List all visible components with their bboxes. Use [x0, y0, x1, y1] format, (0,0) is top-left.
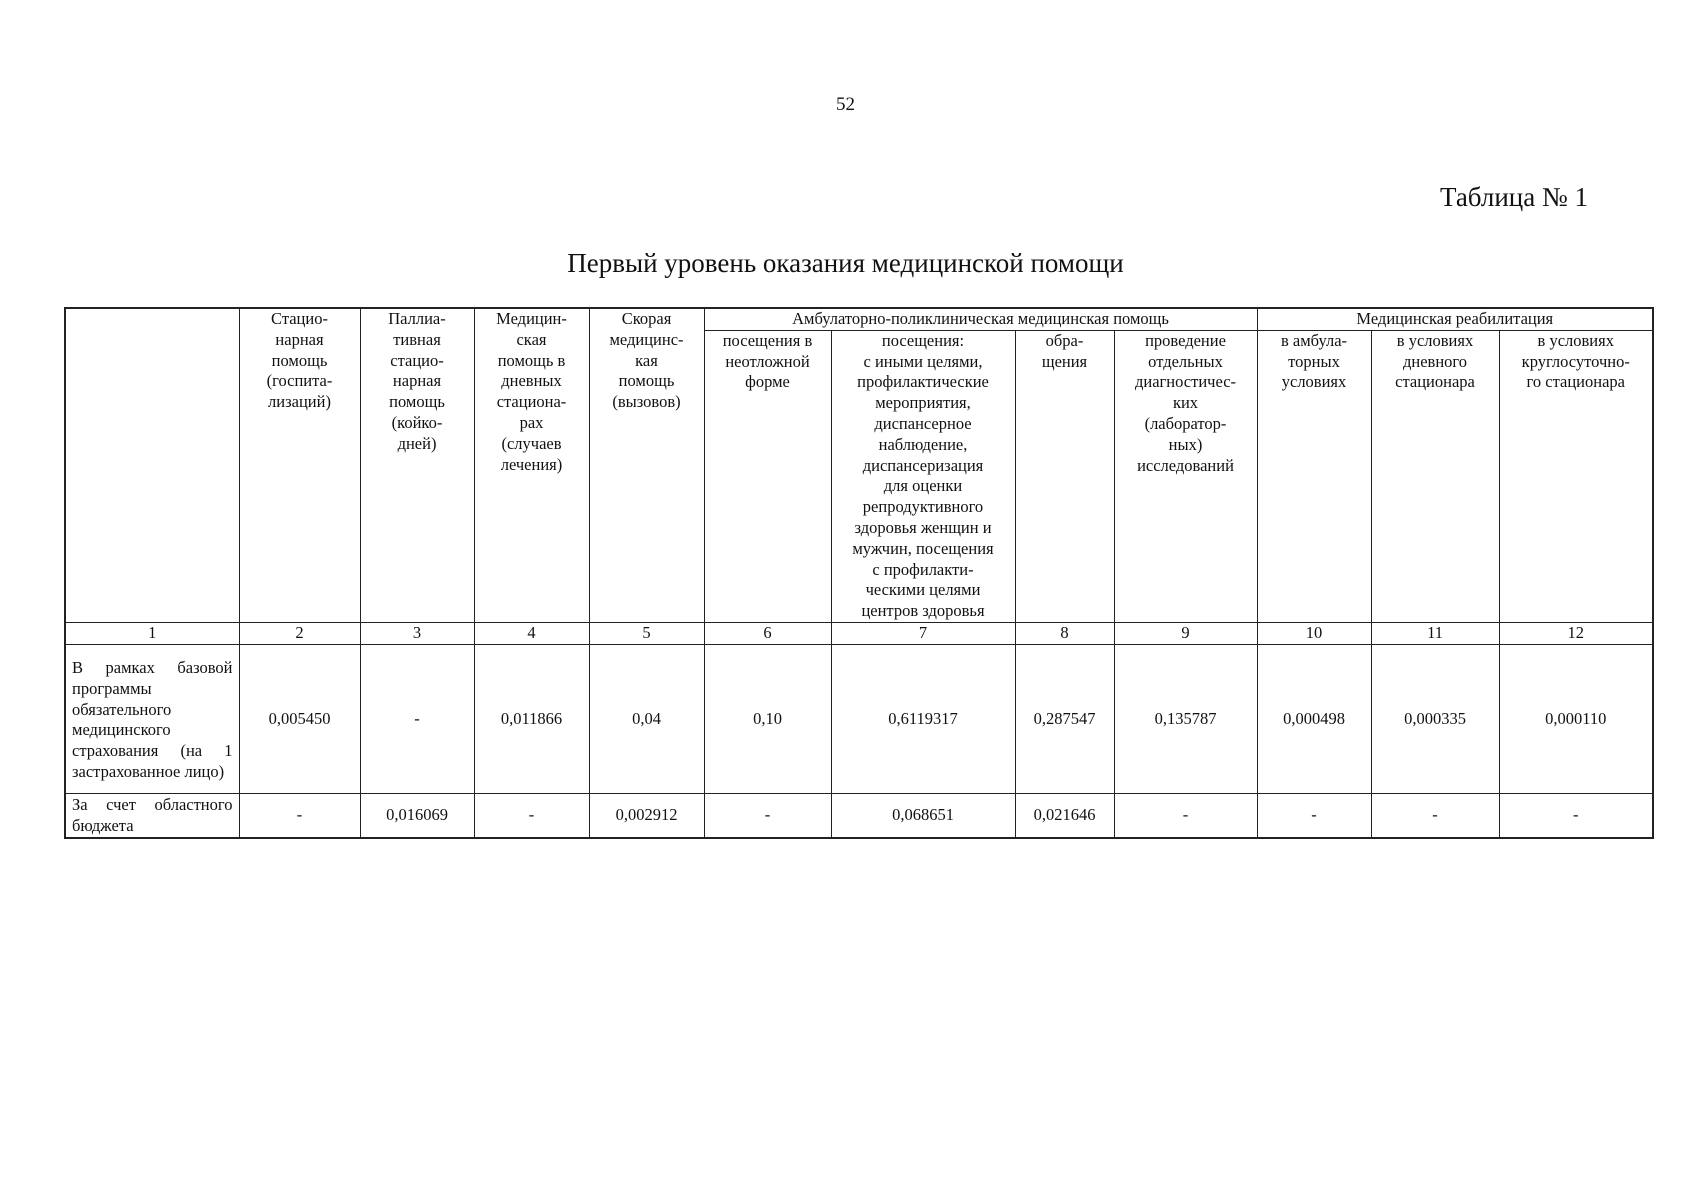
table-cell: 0,005450 [239, 644, 360, 793]
header-cell-9: проведение отдельных диагностичес- ких (лаборатор- ных) исследований [1114, 330, 1257, 622]
table-cell: 0,287547 [1015, 644, 1114, 793]
table-cell: - [1114, 793, 1257, 837]
table-cell: 0,135787 [1114, 644, 1257, 793]
header-cell-10: в амбула- торных условиях [1257, 330, 1371, 622]
table-cell: 0,002912 [589, 793, 704, 837]
header-cell-3: Паллиа- тивная стацио- нарная помощь (койко- дней) [360, 308, 474, 622]
table-cell: 0,04 [589, 644, 704, 793]
header-group-ambulatory: Амбулаторно-поликлиническая медицинская помощь [704, 308, 1257, 330]
column-number: 4 [474, 622, 589, 644]
table-cell: - [474, 793, 589, 837]
table-cell: 0,10 [704, 644, 831, 793]
column-number: 5 [589, 622, 704, 644]
header-cell-5: Скорая медицинс- кая помощь (вызовов) [589, 308, 704, 622]
table-label: Таблица № 1 [1440, 182, 1588, 212]
table-cell: - [704, 793, 831, 837]
header-row-group [65, 308, 1653, 330]
table-cell: - [1371, 793, 1499, 837]
row-label: В рамках базовой программы обязательного медицинского страхования (на 1 застрахованное лицо) [65, 644, 239, 793]
table-row [65, 793, 1653, 837]
header-cell-1 [65, 308, 239, 622]
table-cell: - [1257, 793, 1371, 837]
table-cell: 0,000335 [1371, 644, 1499, 793]
table-cell: 0,016069 [360, 793, 474, 837]
column-number: 10 [1257, 622, 1371, 644]
row-label: За счет областного бюджета [65, 793, 239, 837]
header-cell-11: в условиях дневного стационара [1371, 330, 1499, 622]
data-table [64, 307, 1654, 839]
column-number: 3 [360, 622, 474, 644]
column-number: 11 [1371, 622, 1499, 644]
column-number: 12 [1499, 622, 1653, 644]
header-cell-6: посещения в неотложной форме [704, 330, 831, 622]
header-cell-7: посещения: с иными целями, профилактические мероприятия, диспансерное наблюдение, диспансеризация для оценки репродуктивного здоровья женщин и мужчин, посещения с профилакти- ческими целями центров здоровья [831, 330, 1015, 622]
table-cell: 0,021646 [1015, 793, 1114, 837]
table-cell: 0,000498 [1257, 644, 1371, 793]
table-cell: - [360, 644, 474, 793]
header-cell-2: Стацио- нарная помощь (госпита- лизаций) [239, 308, 360, 622]
table-cell: 0,011866 [474, 644, 589, 793]
header-group-rehabilitation: Медицинская реабилитация [1257, 308, 1653, 330]
table-cell: 0,068651 [831, 793, 1015, 837]
column-number: 9 [1114, 622, 1257, 644]
column-number: 7 [831, 622, 1015, 644]
page-title: Первый уровень оказания медицинской помощи [567, 248, 1124, 278]
header-cell-4: Медицин- ская помощь в дневных стациона- рах (случаев лечения) [474, 308, 589, 622]
page-number: 52 [836, 94, 855, 115]
table-cell: 0,000110 [1499, 644, 1653, 793]
table-cell: - [239, 793, 360, 837]
table-row [65, 644, 1653, 793]
column-number: 1 [65, 622, 239, 644]
column-number: 6 [704, 622, 831, 644]
table-cell: - [1499, 793, 1653, 837]
column-number: 8 [1015, 622, 1114, 644]
column-number-row [65, 622, 1653, 644]
table-cell: 0,6119317 [831, 644, 1015, 793]
header-cell-12: в условиях круглосуточно- го стационара [1499, 330, 1653, 622]
header-cell-8: обра- щения [1015, 330, 1114, 622]
column-number: 2 [239, 622, 360, 644]
